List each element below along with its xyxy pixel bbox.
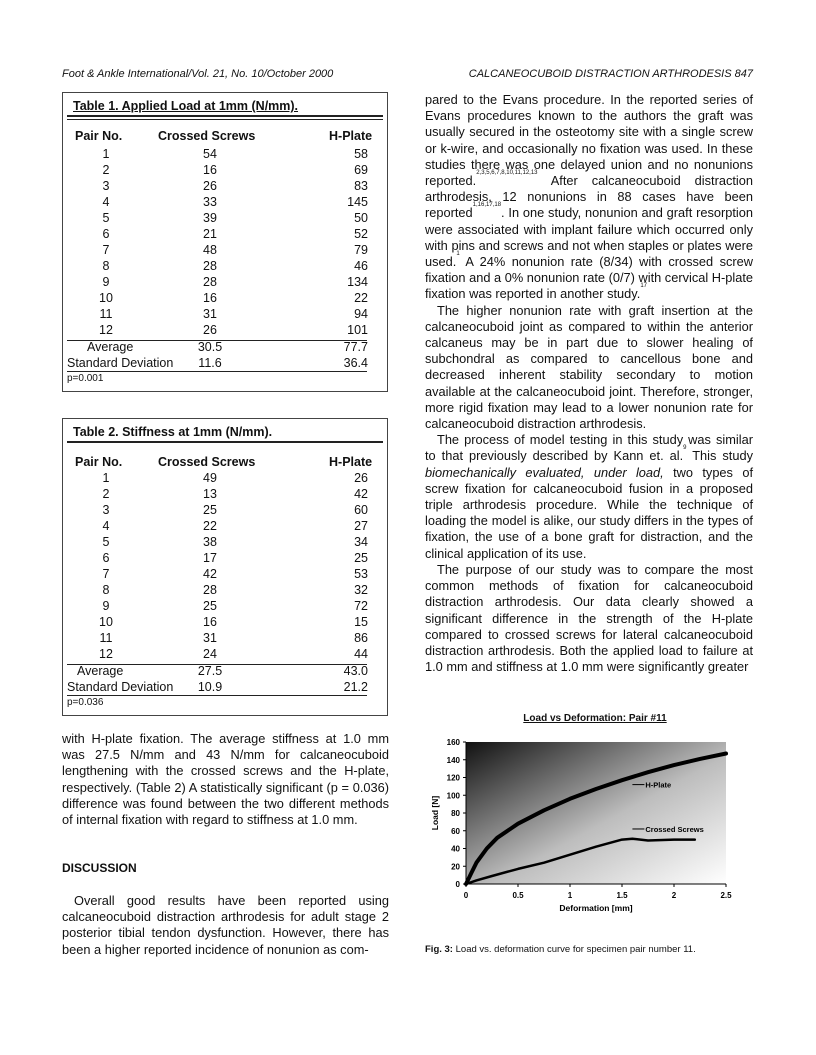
legend-label-crossed-screws: Crossed Screws (645, 824, 704, 834)
table-1-row-7-pair: 7 (102, 243, 110, 257)
right-p1c: . In one study, nonunion and graft resorption were associated with implant failure which occurred only with pins and screws and not when staples or plates were used. (425, 205, 753, 270)
table-2-row-3-pair: 3 (102, 503, 110, 517)
table-2-row-3-cs: 25 (203, 503, 217, 517)
y-tick-label-2: 40 (451, 844, 460, 854)
table-1-row-6-pair: 6 (102, 227, 110, 241)
table-1-p-value: p=0.001 (67, 373, 104, 384)
y-tick-label-5: 100 (446, 791, 460, 801)
table-2-row-7-hp: 53 (354, 567, 368, 581)
figure-caption (425, 944, 696, 955)
figure-caption-text: Load vs. deformation curve for specimen pair number 11. (452, 944, 696, 955)
table-1-top-rule-2 (67, 119, 383, 120)
table-2-row-7-cs: 42 (203, 567, 217, 581)
table-2-row-12-hp: 44 (354, 647, 368, 661)
table-2-row-3-hp: 60 (354, 503, 368, 517)
table-1-row-7-cs: 48 (203, 243, 217, 257)
table-2-average-cs: 27.5 (197, 664, 223, 678)
table-2-row-7-pair: 7 (102, 567, 110, 581)
right-p3a: The process of model testing in this study was similar to that previously described by Kann et. al. (425, 432, 753, 464)
right-p3-italic: biomechanically evaluated, under load, (425, 464, 664, 480)
table-2-sd-cs: 10.9 (197, 680, 223, 694)
right-paragraph-3 (425, 432, 753, 562)
table-2-row-10-pair: 10 (99, 615, 113, 629)
table-1-row-11-cs: 31 (203, 307, 217, 321)
discussion-paragraph: Overall good results have been reported using calcaneocuboid distraction arthrodesis for adult stage 2 posterior tibial tendon dysfunction. However, there has been a higher reported incidence of nonunion as com- (62, 893, 389, 957)
table-2-title: Table 2. Stiffness at 1mm (N/mm). (73, 425, 273, 439)
table-2-row-12-cs: 24 (203, 647, 217, 661)
table-2-sd-hp: 21.2 (343, 680, 368, 694)
table-2-header-crossed-screws: Crossed Screws (158, 455, 256, 469)
table-2-average-label: Average (77, 664, 124, 678)
x-tick-label-3: 1.5 (616, 891, 628, 900)
y-tick-label-7: 140 (446, 755, 460, 765)
x-tick-label-2: 1 (567, 891, 573, 900)
table-2-header-h-plate: H-Plate (329, 455, 373, 469)
chart-title: Load vs Deformation: Pair #11 (523, 713, 667, 724)
table-1-row-3-cs: 26 (203, 179, 217, 193)
table-1-row-11-hp: 94 (354, 307, 368, 321)
results-paragraph: with H-plate fixation. The average stiffness at 1.0 mm was 27.5 N/mm and 43 N/mm for calcaneocuboid lengthening with the crossed screws and the H-plate, respectively. (Table 2) A statistically significant (p = 0.036) difference was found between the two different methods of internal fixation with regard to stiffness at 1.0 mm. (62, 731, 389, 828)
table-2-row-1-hp: 26 (354, 471, 368, 485)
table-1-average-hp: 77.7 (343, 340, 368, 354)
citation-sup-3: 1 (456, 251, 460, 258)
table-2-row-12-pair: 12 (99, 647, 113, 661)
x-tick-label-5: 2.5 (720, 891, 732, 900)
table-1-bottom-rule (67, 371, 367, 372)
table-1-row-6-cs: 21 (203, 227, 217, 241)
table-1-title: Table 1. Applied Load at 1mm (N/mm). (73, 99, 299, 113)
table-1-row-5-hp: 50 (354, 211, 368, 225)
table-2-row-11-hp: 86 (354, 631, 368, 645)
discussion-body (62, 893, 389, 958)
table-1-row-8-hp: 46 (354, 259, 368, 273)
table-1-row-10-pair: 10 (99, 291, 113, 305)
table-1-row-8-pair: 8 (102, 259, 110, 273)
y-axis-label: Load [N] (430, 795, 440, 831)
table-1-row-3-pair: 3 (102, 179, 110, 193)
table-2-row-11-pair: 11 (99, 631, 113, 645)
table-2-row-5-pair: 5 (102, 535, 110, 549)
table-1-header-crossed-screws: Crossed Screws (158, 129, 256, 143)
table-2-row-4-pair: 4 (102, 519, 110, 533)
table-2-row-9-cs: 25 (203, 599, 217, 613)
right-paragraph-1 (425, 92, 753, 303)
table-2-row-2-cs: 13 (203, 487, 217, 501)
table-2-row-4-cs: 22 (203, 519, 217, 533)
y-tick-label-0: 0 (455, 880, 460, 889)
right-p1a: pared to the Evans procedure. In the reported series of Evans procedures known to the authors the graft was usually secured in the osteotomy site with a single screw or k-wire, and occasionally no fixation was used. In these studies there was one delayed union and no nonunions reported. (425, 92, 753, 189)
table-1-row-11-pair: 11 (99, 307, 113, 321)
running-header-title: CALCANEOCUBOID DISTRACTION ARTHRODESIS 847 (468, 68, 753, 80)
right-p1d: A 24% nonunion rate (8/34) with crossed screw fixation and a 0% nonunion rate (0/7) with cervical H-plate fixation was reported in another study. (425, 254, 753, 302)
y-tick-label-6: 120 (446, 773, 460, 783)
table-2-row-8-pair: 8 (102, 583, 110, 597)
table-2-row-6-pair: 6 (102, 551, 110, 565)
table-1-row-12-pair: 12 (99, 323, 113, 337)
right-paragraph-4: The purpose of our study was to compare the most common methods of fixation for calcaneocuboid distraction arthrodesis. Our data clearly showed a significant difference in the strength of the H-plate compared to crossed screws for lateral calcaneocuboid distraction arthrodesis. Both the applied load to failure at 1.0 mm and stiffness at 1.0 mm were significantly greater (425, 561, 753, 675)
table-2-row-8-cs: 28 (203, 583, 217, 597)
citation-sup-2: 1,16,17,18 (472, 202, 502, 209)
table-2-row-9-hp: 72 (354, 599, 368, 613)
table-2-p-value: p=0.036 (67, 697, 104, 708)
y-tick-label-8: 160 (446, 738, 460, 747)
right-p3b: This study (686, 448, 753, 464)
table-1-header-pair: Pair No. (75, 129, 123, 143)
table-2-sd-label: Standard Deviation (67, 680, 174, 694)
citation-sup-4: 17 (640, 283, 647, 290)
table-1-row-12-hp: 101 (347, 323, 368, 337)
table-1-row-7-hp: 79 (354, 243, 368, 257)
table-2-average-hp: 43.0 (343, 664, 368, 678)
running-header-journal: Foot & Ankle International/Vol. 21, No. 10/October 2000 (62, 68, 334, 80)
legend-label-h-plate: H-Plate (645, 780, 672, 790)
table-1-row-12-cs: 26 (203, 323, 217, 337)
table-1-row-10-hp: 22 (354, 291, 368, 305)
table-2-row-10-cs: 16 (203, 615, 217, 629)
table-2-top-rule (67, 441, 383, 443)
table-1-average-label: Average (87, 340, 134, 354)
table-1-sd-label: Standard Deviation (67, 356, 174, 370)
x-tick-label-1: 0.5 (512, 891, 524, 900)
table-2 (62, 418, 388, 716)
table-2-row-11-cs: 31 (203, 631, 217, 645)
table-1 (62, 92, 388, 392)
table-2-row-6-hp: 25 (354, 551, 368, 565)
left-column-body (62, 731, 389, 828)
table-1-row-10-cs: 16 (203, 291, 217, 305)
table-2-row-8-hp: 32 (354, 583, 368, 597)
table-2-row-5-cs: 38 (203, 535, 217, 549)
table-1-row-2-cs: 16 (203, 163, 217, 177)
table-1-sd-cs: 11.6 (198, 356, 222, 370)
y-tick-label-1: 20 (451, 862, 460, 872)
table-1-row-2-hp: 69 (354, 163, 368, 177)
x-axis-label: Deformation [mm] (559, 903, 633, 913)
y-tick-label-4: 80 (451, 809, 460, 818)
table-1-row-9-hp: 134 (347, 275, 368, 289)
table-2-row-6-cs: 17 (203, 551, 217, 565)
table-1-sd-hp: 36.4 (343, 356, 368, 370)
table-1-row-3-hp: 83 (354, 179, 368, 193)
table-1-row-5-pair: 5 (102, 211, 110, 225)
table-2-row-2-pair: 2 (102, 487, 110, 501)
citation-sup-5: 9 (683, 445, 687, 452)
table-1-row-4-hp: 145 (347, 195, 368, 209)
table-2-row-4-hp: 27 (354, 519, 368, 533)
x-tick-label-0: 0 (463, 891, 469, 900)
table-1-row-4-cs: 33 (203, 195, 217, 209)
table-1-row-1-hp: 58 (354, 147, 368, 161)
table-1-average-cs: 30.5 (197, 340, 223, 354)
table-1-row-1-cs: 54 (203, 147, 217, 161)
table-2-row-1-cs: 49 (203, 471, 217, 485)
table-2-bottom-rule (67, 695, 367, 696)
table-2-row-9-pair: 9 (102, 599, 110, 613)
table-1-header-h-plate: H-Plate (329, 129, 373, 143)
right-column-body (425, 92, 753, 675)
table-1-row-6-hp: 52 (354, 227, 368, 241)
table-1-row-8-cs: 28 (203, 259, 217, 273)
table-2-header-pair: Pair No. (75, 455, 123, 469)
table-1-row-9-pair: 9 (102, 275, 110, 289)
x-tick-label-4: 2 (671, 891, 677, 900)
table-1-row-2-pair: 2 (102, 163, 110, 177)
table-1-row-1-pair: 1 (102, 147, 110, 161)
right-p1b: After calcaneocuboid distraction arthrodesis, 12 nonunions in 88 cases have been reported (425, 173, 753, 221)
table-1-row-4-pair: 4 (102, 195, 110, 209)
table-1-row-5-cs: 39 (203, 211, 217, 225)
table-1-row-9-cs: 28 (203, 275, 217, 289)
table-2-row-2-hp: 42 (354, 487, 368, 501)
y-tick-label-3: 60 (451, 826, 460, 836)
table-2-row-5-hp: 34 (354, 535, 368, 549)
citation-sup-1: 2,3,5,6,7,8,10,11,12,13 (476, 170, 538, 177)
discussion-heading: DISCUSSION (62, 861, 137, 875)
table-2-row-10-hp: 15 (354, 615, 368, 629)
figure-caption-label: Fig. 3: (425, 944, 453, 955)
right-paragraph-2: The higher nonunion rate with graft insertion at the calcaneocuboid joint as compared to within the anterior calcaneus may be in part due to slower healing of subchondral as compared to cancellous bone and decreased inherent stability secondary to motion available at the calcaneocuboid joint. Therefore, stronger, more rigid fixation may lead to a lower nonunion rate for calcaneocuboid distraction arthrodesis. (425, 302, 753, 432)
table-2-row-1-pair: 1 (102, 471, 110, 485)
load-deformation-chart (418, 728, 758, 933)
table-1-top-rule (67, 115, 383, 117)
right-p3c: two types of screw fixation for calcaneocuboid fusion in a proposed triple arthrodesis procedure. While the technique of loading the model is alike, our study differs in the types of fixation, the use of a bone graft for distraction, and the clinical application of its use. (425, 464, 753, 561)
